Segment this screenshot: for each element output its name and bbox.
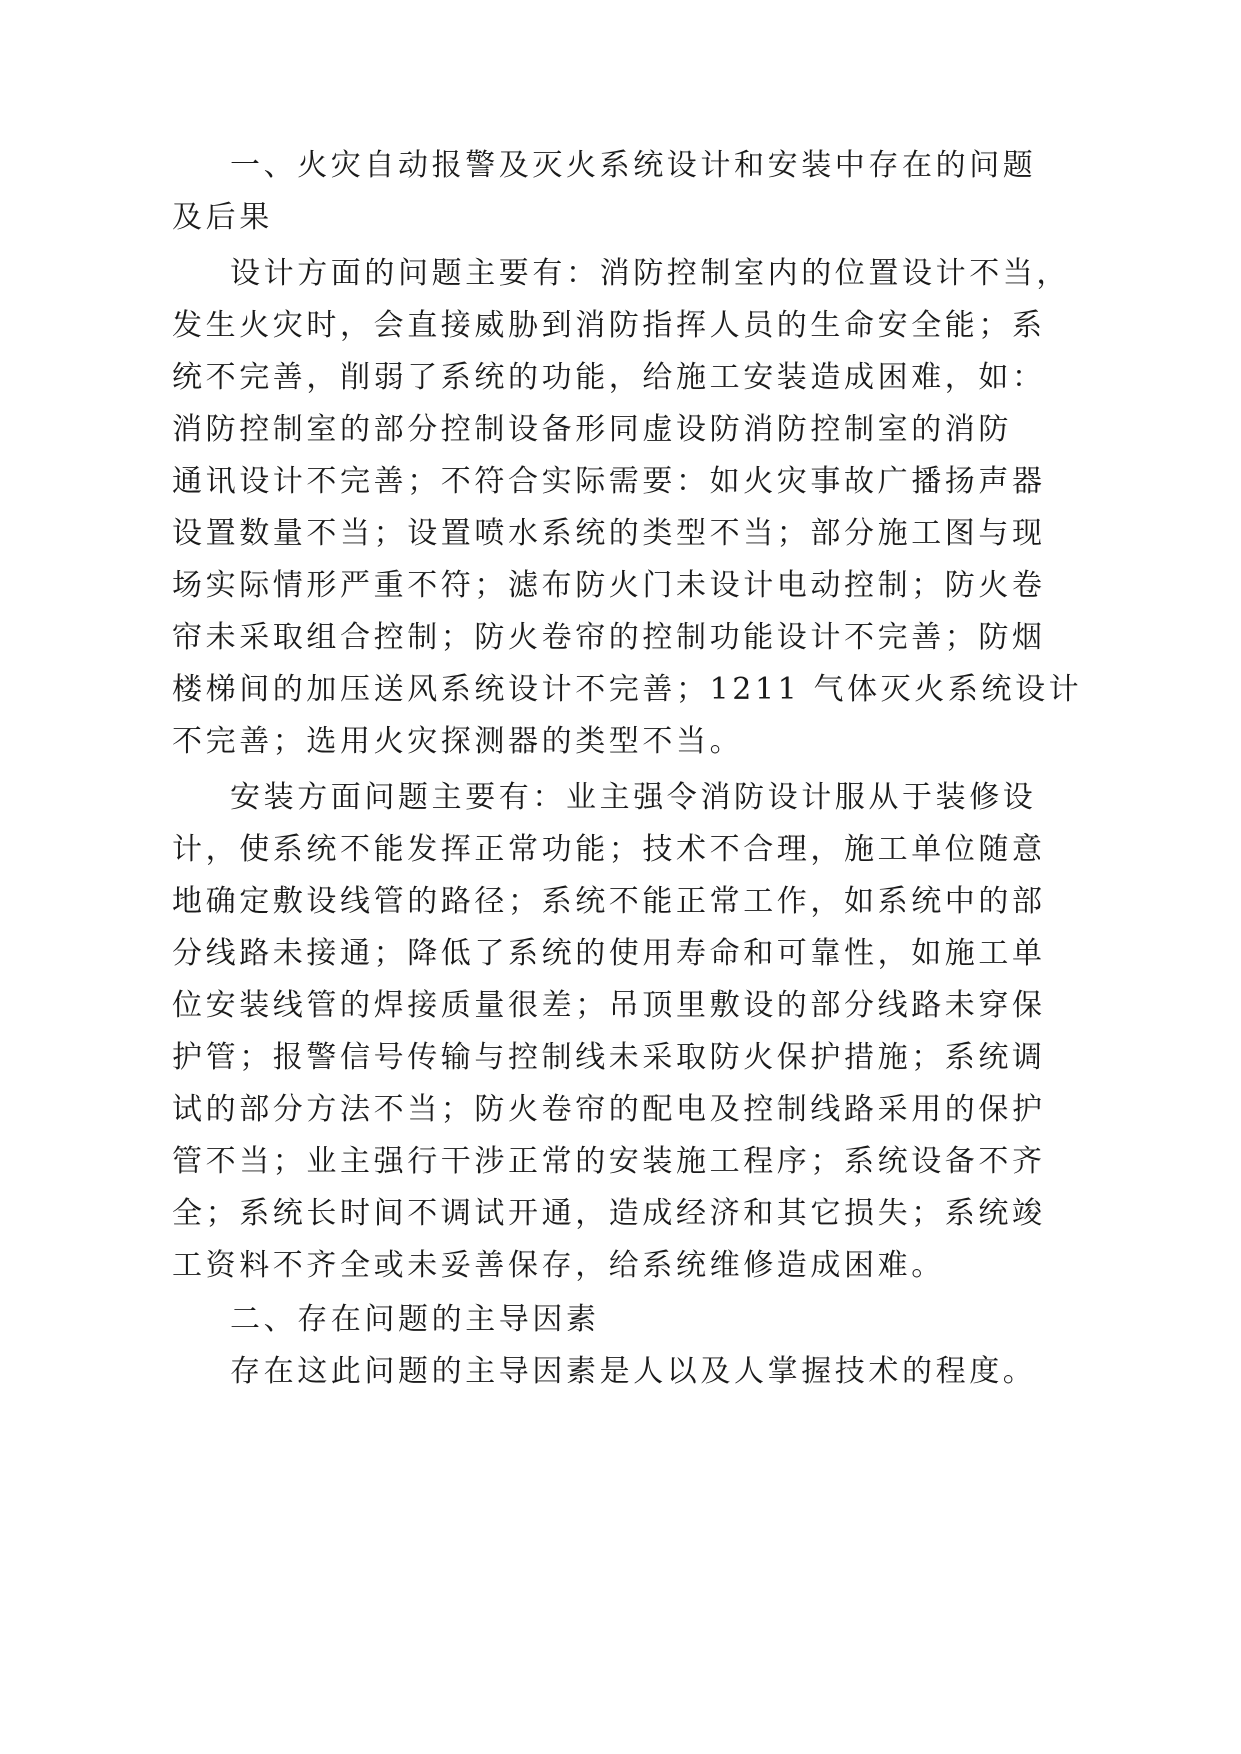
paragraph-line: 不完善；选用火灾探测器的类型不当。	[172, 724, 744, 759]
paragraph-line: 设计方面的问题主要有：消防控制室内的位置设计不当，	[230, 256, 1070, 291]
paragraph-line: 地确定敷设线管的路径；系统不能正常工作，如系统中的部	[172, 884, 1046, 919]
paragraph-line: 楼梯间的加压送风系统设计不完善；1211 气体灭火系统设计	[172, 672, 1083, 707]
section-heading-1-continued: 及后果	[172, 200, 273, 235]
paragraph-line: 设置数量不当；设置喷水系统的类型不当；部分施工图与现	[172, 516, 1046, 551]
paragraph-line: 帘未采取组合控制；防火卷帘的控制功能设计不完善；防烟	[172, 620, 1046, 655]
paragraph-line: 发生火灾时，会直接威胁到消防指挥人员的生命安全能；系	[172, 308, 1046, 343]
paragraph-line: 工资料不齐全或未妥善保存，给系统维修造成困难。	[172, 1248, 945, 1283]
paragraph-line: 全；系统长时间不调试开通，造成经济和其它损失；系统竣	[172, 1196, 1046, 1231]
paragraph-line: 通讯设计不完善；不符合实际需要：如火灾事故广播扬声器	[172, 464, 1046, 499]
paragraph-line: 位安装线管的焊接质量很差；吊顶里敷设的部分线路未穿保	[172, 988, 1046, 1023]
paragraph-line: 场实际情形严重不符；滤布防火门未设计电动控制；防火卷	[172, 568, 1046, 603]
paragraph-line: 安装方面问题主要有：业主强令消防设计服从于装修设	[230, 780, 1037, 815]
paragraph-line: 消防控制室的部分控制设备形同虚设防消防控制室的消防	[172, 412, 1012, 447]
section-heading-2: 二、存在问题的主导因素	[230, 1302, 600, 1337]
paragraph-line: 计，使系统不能发挥正常功能；技术不合理，施工单位随意	[172, 832, 1046, 867]
paragraph-line: 护管；报警信号传输与控制线未采取防火保护措施；系统调	[172, 1040, 1046, 1075]
paragraph-line: 分线路未接通；降低了系统的使用寿命和可靠性，如施工单	[172, 936, 1046, 971]
paragraph-line: 试的部分方法不当；防火卷帘的配电及控制线路采用的保护	[172, 1092, 1046, 1127]
paragraph-line: 管不当；业主强行干涉正常的安装施工程序；系统设备不齐	[172, 1144, 1046, 1179]
section-heading-1: 一、火灾自动报警及灭火系统设计和安装中存在的问题	[230, 148, 1037, 183]
paragraph-line: 统不完善，削弱了系统的功能，给施工安装造成困难，如：	[172, 360, 1046, 395]
paragraph-line: 存在这此问题的主导因素是人以及人掌握技术的程度。	[230, 1354, 1037, 1389]
